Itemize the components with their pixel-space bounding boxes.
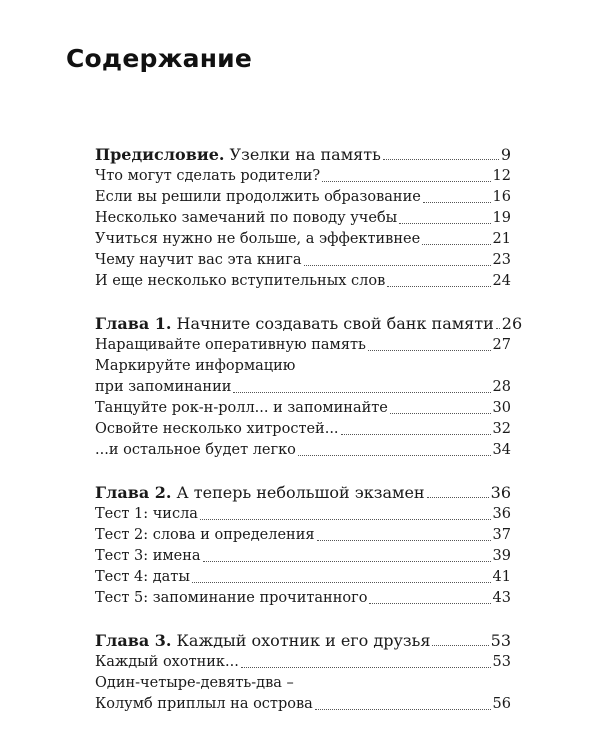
chapter-title: А теперь небольшой экзамен	[176, 483, 425, 502]
dot-leader	[399, 223, 490, 224]
dot-leader	[422, 244, 490, 245]
page-number: 30	[492, 400, 511, 416]
dot-leader	[427, 497, 489, 498]
dot-leader	[315, 709, 491, 710]
toc-entry[interactable]	[95, 229, 511, 250]
entry-title: Наращивайте оперативную память	[95, 337, 366, 353]
page-number: 53	[490, 631, 511, 650]
chapter-title: Узелки на память	[229, 145, 381, 164]
toc-section-chapter-1	[95, 313, 523, 461]
entry-title: И еще несколько вступительных слов	[95, 273, 386, 289]
toc-entry[interactable]	[95, 504, 511, 525]
page-number: 39	[492, 548, 511, 564]
dot-leader	[203, 561, 491, 562]
dot-leader	[390, 413, 491, 414]
page-number: 56	[492, 696, 511, 712]
dot-leader	[341, 434, 491, 435]
entry-title: Тест 3: имена	[95, 548, 201, 564]
toc-entry[interactable]	[95, 588, 511, 609]
toc-entry[interactable]	[95, 398, 511, 419]
page-number: 41	[492, 569, 511, 585]
entry-title: Тест 2: слова и определения	[95, 527, 315, 543]
page-number: 12	[492, 168, 511, 184]
page-number: 26	[501, 314, 523, 333]
toc-entry-multiline[interactable]	[95, 673, 511, 715]
entry-title: при запоминании	[95, 379, 232, 395]
chapter-title: Начните создавать свой банк памяти	[176, 314, 494, 333]
entry-title: ...и остальное будет легко	[95, 442, 296, 458]
toc-entry[interactable]	[95, 187, 511, 208]
chapter-prefix: Глава 2.	[95, 483, 172, 502]
toc-section-chapter-3	[95, 630, 511, 715]
entry-title: Учиться нужно не больше, а эффективнее	[95, 231, 421, 247]
toc-entry[interactable]	[95, 652, 511, 673]
toc-entry[interactable]	[95, 546, 511, 567]
page-number: 36	[490, 483, 511, 502]
page-number: 32	[492, 421, 511, 437]
entry-title: Освойте несколько хитростей...	[95, 421, 339, 437]
toc-entry[interactable]	[95, 250, 511, 271]
dot-leader	[304, 265, 491, 266]
toc-section-foreword	[95, 144, 511, 292]
entry-title: Что могут сделать родители?	[95, 168, 321, 184]
page-number: 27	[492, 337, 511, 353]
table-of-contents	[95, 144, 523, 715]
chapter-prefix: Предисловие.	[95, 145, 225, 164]
page-number: 9	[500, 145, 511, 164]
page-number: 36	[492, 506, 511, 522]
page-number: 28	[492, 379, 511, 395]
toc-entry[interactable]	[95, 567, 511, 588]
dot-leader	[192, 582, 491, 583]
entry-title-line1: Маркируйте информацию	[95, 358, 296, 374]
toc-entry[interactable]	[95, 335, 511, 356]
page-number: 37	[492, 527, 511, 543]
chapter-title: Каждый охотник и его друзья	[176, 631, 431, 650]
toc-section-chapter-2	[95, 482, 511, 609]
page-title: Содержание	[66, 44, 253, 73]
toc-entry-multiline[interactable]	[95, 356, 511, 398]
dot-leader	[322, 181, 490, 182]
chapter-prefix: Глава 3.	[95, 631, 172, 650]
entry-title: Чему научит вас эта книга	[95, 252, 302, 268]
page-number: 16	[492, 189, 511, 205]
entry-title: Танцуйте рок-н-ролл... и запоминайте	[95, 400, 388, 416]
toc-entry[interactable]	[95, 271, 511, 292]
toc-entry[interactable]	[95, 419, 511, 440]
dot-leader	[369, 603, 490, 604]
dot-leader	[200, 519, 491, 520]
toc-chapter-heading[interactable]	[95, 482, 511, 503]
dot-leader	[423, 202, 491, 203]
chapter-prefix: Глава 1.	[95, 314, 172, 333]
dot-leader	[368, 350, 491, 351]
entry-title: Тест 4: даты	[95, 569, 190, 585]
entry-title: Каждый охотник...	[95, 654, 239, 670]
dot-leader	[432, 645, 488, 646]
entry-title: Тест 5: запоминание прочитанного	[95, 590, 368, 606]
entry-title: Несколько замечаний по поводу учебы	[95, 210, 398, 226]
entry-title: Если вы решили продолжить образование	[95, 189, 421, 205]
toc-chapter-heading[interactable]	[95, 313, 523, 334]
dot-leader	[496, 328, 500, 329]
page-number: 43	[492, 590, 511, 606]
dot-leader	[317, 540, 491, 541]
page-number: 53	[492, 654, 511, 670]
entry-title-line1: Один-четыре-девять-два –	[95, 675, 294, 691]
page-number: 34	[492, 442, 511, 458]
toc-entry[interactable]	[95, 440, 511, 461]
toc-chapter-heading[interactable]	[95, 144, 511, 165]
toc-chapter-heading[interactable]	[95, 630, 511, 651]
page-number: 23	[492, 252, 511, 268]
toc-entry[interactable]	[95, 525, 511, 546]
page-number: 24	[492, 273, 511, 289]
dot-leader	[241, 667, 491, 668]
toc-entry[interactable]	[95, 166, 511, 187]
dot-leader	[383, 159, 499, 160]
page-number: 19	[492, 210, 511, 226]
toc-entry[interactable]	[95, 208, 511, 229]
entry-title: Колумб приплыл на острова	[95, 696, 313, 712]
dot-leader	[233, 392, 490, 393]
dot-leader	[387, 286, 490, 287]
page-number: 21	[492, 231, 511, 247]
entry-title: Тест 1: числа	[95, 506, 198, 522]
dot-leader	[298, 455, 491, 456]
